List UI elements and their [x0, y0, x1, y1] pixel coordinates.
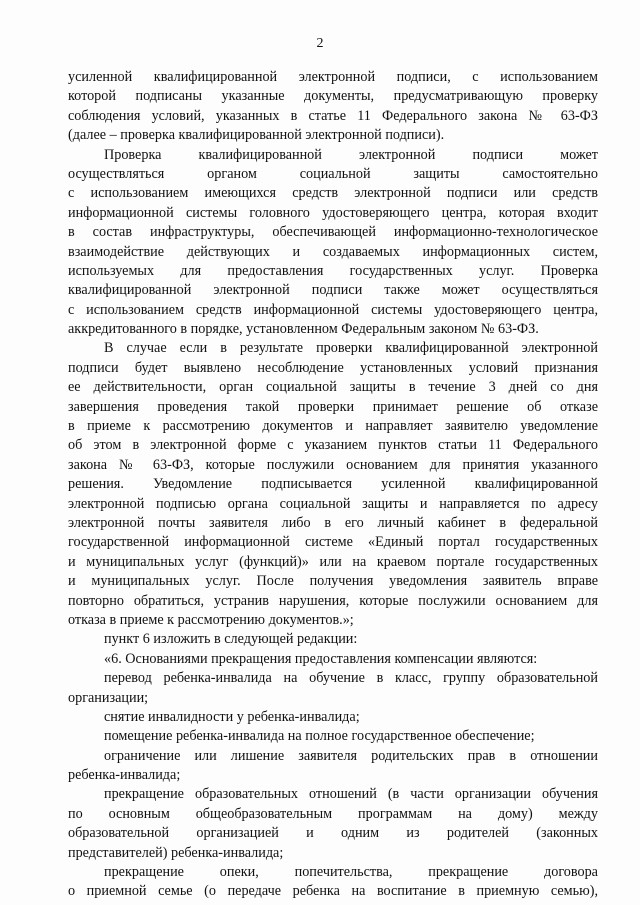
- text-line: пункт 6 изложить в следующей редакции:: [104, 631, 358, 648]
- text-line: представителей) ребенка-инвалида;: [68, 844, 284, 861]
- text-line: В случае если в результате проверки квалифицированной электронной: [104, 340, 598, 357]
- text-line: осуществляться органом социальной защиты самостоятельно: [68, 165, 598, 182]
- text-line: взаимодействие действующих и создаваемых информационных систем,: [68, 243, 598, 260]
- text-line: по основным общеобразовательным программам на дому) между: [68, 805, 598, 822]
- text-line: Проверка квалифицированной электронной подписи может: [104, 146, 598, 163]
- text-line: перевод ребенка-инвалида на обучение в класс, группу образовательной: [104, 670, 598, 687]
- text-line: электронной подписью органа социальной защиты и направляется по адресу: [68, 495, 598, 512]
- text-line: усиленной квалифицированной электронной подписи, с использованием: [68, 69, 598, 85]
- text-line: ребенка-инвалида;: [68, 767, 181, 784]
- text-line: прекращение образовательных отношений (в части организации обучения: [104, 786, 598, 803]
- text-line: снятие инвалидности у ребенка-инвалида;: [104, 708, 360, 725]
- text-line: соблюдения условий, указанных в статье 11 Федерального закона № 63-ФЗ: [68, 107, 598, 124]
- text-line: решения. Уведомление подписывается усиленной квалифицированной: [68, 476, 598, 493]
- text-line: с использованием средств информационной системы удостоверяющего центра,: [68, 301, 598, 318]
- document-body: [68, 68, 598, 902]
- text-line: завершения проведения такой проверки принимает решение об отказе: [68, 398, 598, 415]
- text-line: закона № 63-ФЗ, которые послужили основанием для принятия указанного: [68, 456, 598, 473]
- page-number: 2: [316, 36, 324, 51]
- text-line: ее действительности, орган социальной защиты в течение 3 дней со дня: [68, 379, 598, 396]
- text-line: отказа в приеме к рассмотрению документов.»;: [68, 611, 354, 628]
- text-line: повторно обратиться, устранив нарушения, которые послужили основанием для: [68, 592, 598, 609]
- text-line: «6. Основаниями прекращения предоставления компенсации являются:: [104, 650, 538, 667]
- text-line: в приеме к рассмотрению документов и направляет заявителю уведомление: [68, 418, 598, 435]
- text-line: о приемной семье (о передаче ребенка на воспитание в приемную семью),: [68, 883, 598, 900]
- text-line: электронной почты заявителя либо в его личный кабинет в федеральной: [68, 514, 598, 531]
- text-line: которой подписаны указанные документы, предусматривающую проверку: [68, 88, 598, 105]
- text-line: и муниципальных услуг (функций)» или на краевом портале государственных: [68, 553, 598, 570]
- text-line: используемых для предоставления государственных услуг. Проверка: [68, 262, 598, 279]
- text-line: квалифицированной электронной подписи также может осуществляться: [68, 282, 598, 299]
- text-line: помещение ребенка-инвалида на полное государственное обеспечение;: [104, 728, 535, 745]
- text-line: и муниципальных услуг. После получения уведомления заявитель вправе: [68, 573, 598, 590]
- text-line: образовательной организацией и одним из родителей (законных: [68, 825, 598, 842]
- text-line: ограничение или лишение заявителя родительских прав в отношении: [104, 747, 598, 764]
- text-line: организации;: [68, 689, 149, 706]
- text-line: подписи будет выявлено несоблюдение установленных условий признания: [68, 359, 598, 376]
- text-line: аккредитованного в порядке, установленном Федеральным законом № 63-ФЗ.: [68, 321, 539, 338]
- text-line: об этом в электронной форме с указанием пунктов статьи 11 Федерального: [68, 437, 598, 454]
- text-line: в состав инфраструктуры, обеспечивающей информационно-технологическое: [68, 224, 598, 241]
- text-line: информационной системы головного удостоверяющего центра, которая входит: [68, 204, 598, 221]
- text-line: (далее – проверка квалифицированной электронной подписи).: [68, 127, 445, 144]
- text-line: с использованием имеющихся средств электронной подписи или средств: [68, 185, 598, 202]
- text-line: прекращение опеки, попечительства, прекращение договора: [104, 864, 598, 881]
- text-line: государственной информационной системе «Единый портал государственных: [68, 534, 598, 551]
